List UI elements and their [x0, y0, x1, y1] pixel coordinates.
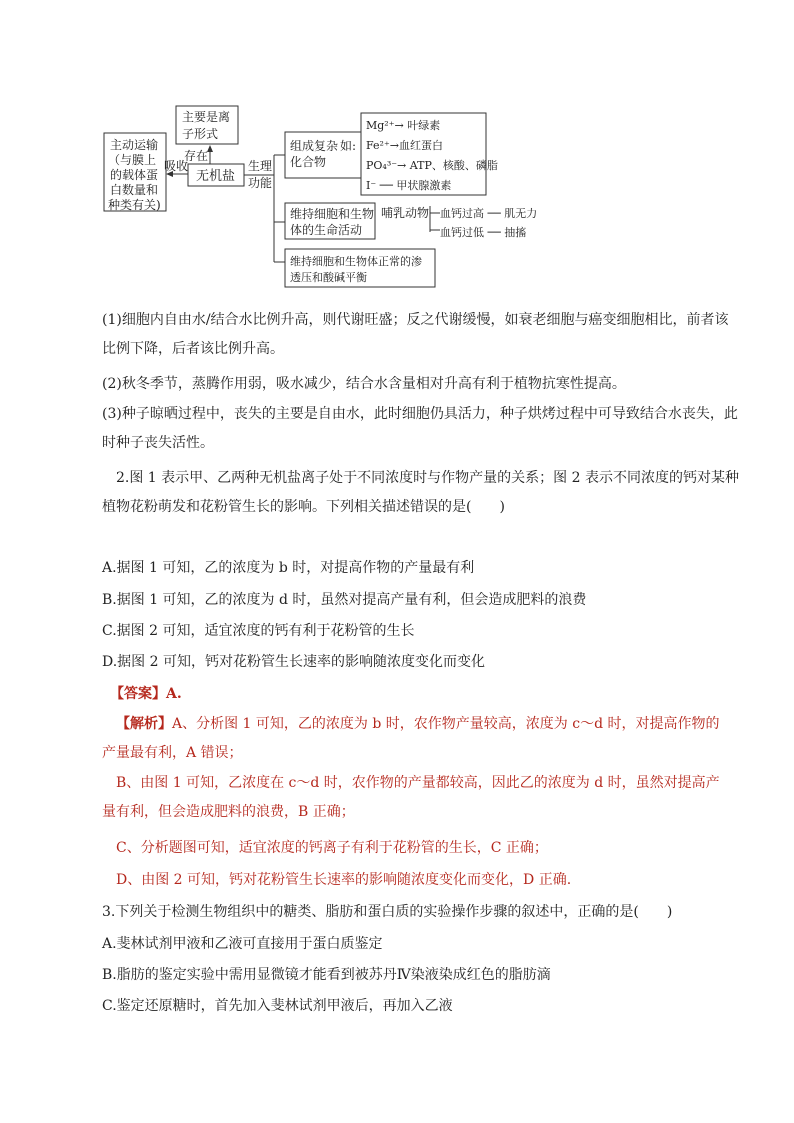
calcium-low-text: 血钙过低 ── 抽搐 — [440, 226, 527, 239]
ion-form-line1: 主要是离 — [182, 110, 231, 124]
q3-option-a: A.斐林试剂甲液和乙液可直接用于蛋白质鉴定 — [102, 936, 383, 952]
question-3-stem: 3.下列关于检测生物组织中的糖类、脂肪和蛋白质的实验操作步骤的叙述中，正确的是( ) — [102, 904, 673, 920]
exist-label: 存在 — [184, 149, 209, 163]
q3-option-c: C.鉴定还原糖时，首先加入斐林试剂甲液后，再加入乙液 — [102, 998, 453, 1014]
q2-option-a: A.据图 1 可知，乙的浓度为 b 时，对提高作物的产量最有利 — [102, 560, 475, 576]
analysis-a-text: A、分析图 1 可知，乙的浓度为 b 时，农作物产量较高，浓度为 c～d 时，对提高作物的产量最有利，A 错误； — [102, 716, 720, 761]
physiological-line2: 功能 — [248, 176, 273, 190]
physiological-line1: 生理 — [248, 159, 273, 173]
compound-line2: 化合物 — [290, 155, 327, 169]
life-activity-line1: 维持细胞和生物 — [290, 207, 375, 221]
ion-form-line2: 子形式 — [182, 127, 219, 141]
osmotic-line2: 透压和酸碱平衡 — [290, 271, 367, 284]
q2-answer: 【答案】A. — [110, 686, 182, 702]
life-activity-line2: 体的生命活动 — [290, 223, 363, 237]
example-fe: Fe²⁺→血红蛋白 — [366, 139, 443, 152]
active-transport-line2: （与膜上 — [108, 153, 157, 167]
q2-analysis-b: B、由图 1 可知，乙浓度在 c～d 时，农作物的产量都较高，因此乙的浓度为 d 时，虽然对提高产量有利，但会造成肥料的浪费，B 正确； — [102, 775, 720, 820]
q2-analysis-d: D、由图 2 可知，钙对花粉管生长速率的影响随浓度变化而变化，D 正确. — [116, 872, 572, 888]
osmotic-line1: 维持细胞和生物体正常的渗 — [290, 255, 422, 268]
question-2-stem: 2.图 1 表示甲、乙两种无机盐离子处于不同浓度时与作物产量的关系；图 2 表示不同浓度的钙对某种植物花粉萌发和花粉管生长的影响。下列相关描述错误的是( ) — [102, 470, 739, 515]
q2-option-d: D.据图 2 可知，钙对花粉管生长速率的影响随浓度变化而变化 — [102, 654, 485, 670]
inorganic-salt-diagram — [0, 0, 794, 300]
q2-option-c: C.据图 2 可知，适宜浓度的钙有利于花粉管的生长 — [102, 623, 415, 639]
note-3: (3)种子晾晒过程中，丧失的主要是自由水，此时细胞仍具活力，种子烘烤过程中可导致结合水丧失，此时种子丧失活性。 — [102, 406, 738, 451]
compound-line1: 组成复杂 — [290, 139, 339, 153]
active-transport-line1: 主动运输 — [110, 138, 159, 152]
note-1: (1)细胞内自由水/结合水比例升高，则代谢旺盛；反之代谢缓慢，如衰老细胞与癌变细胞相比，前者该比例下降，后者该比例升高。 — [102, 312, 729, 357]
active-transport-line5: 种类有关) — [108, 198, 161, 212]
inorganic-salt-label: 无机盐 — [196, 169, 236, 184]
example-po4: PO₄³⁻→ ATP、核酸、磷脂 — [366, 159, 498, 172]
q2-analysis-c: C、分析题图可知，适宜浓度的钙离子有利于花粉管的生长，C 正确； — [116, 840, 548, 856]
active-transport-line3: 的载体蛋 — [110, 168, 159, 182]
note-2: (2)秋冬季节，蒸腾作用弱，吸水减少，结合水含量相对升高有利于植物抗寒性提高。 — [102, 376, 626, 392]
q2-option-b: B.据图 1 可知，乙的浓度为 d 时，虽然对提高产量有利，但会造成肥料的浪费 — [102, 592, 587, 608]
absorb-label: 吸收 — [164, 159, 189, 173]
q2-analysis-a — [102, 710, 732, 768]
analysis-label: 【解析】 — [116, 716, 172, 732]
calcium-high-text: 血钙过高 ── 肌无力 — [440, 207, 538, 220]
example-mg: Mg²⁺→ 叶绿素 — [366, 119, 441, 132]
q3-option-b: B.脂肪的鉴定实验中需用显微镜才能看到被苏丹Ⅳ染液染成红色的脂肪滴 — [102, 967, 551, 983]
such-as-label: 如: — [340, 139, 357, 153]
active-transport-line4: 白数量和 — [110, 183, 159, 197]
mammal-label: 哺乳动物 — [381, 206, 430, 220]
example-iodine: I⁻ ── 甲状腺激素 — [366, 179, 452, 192]
